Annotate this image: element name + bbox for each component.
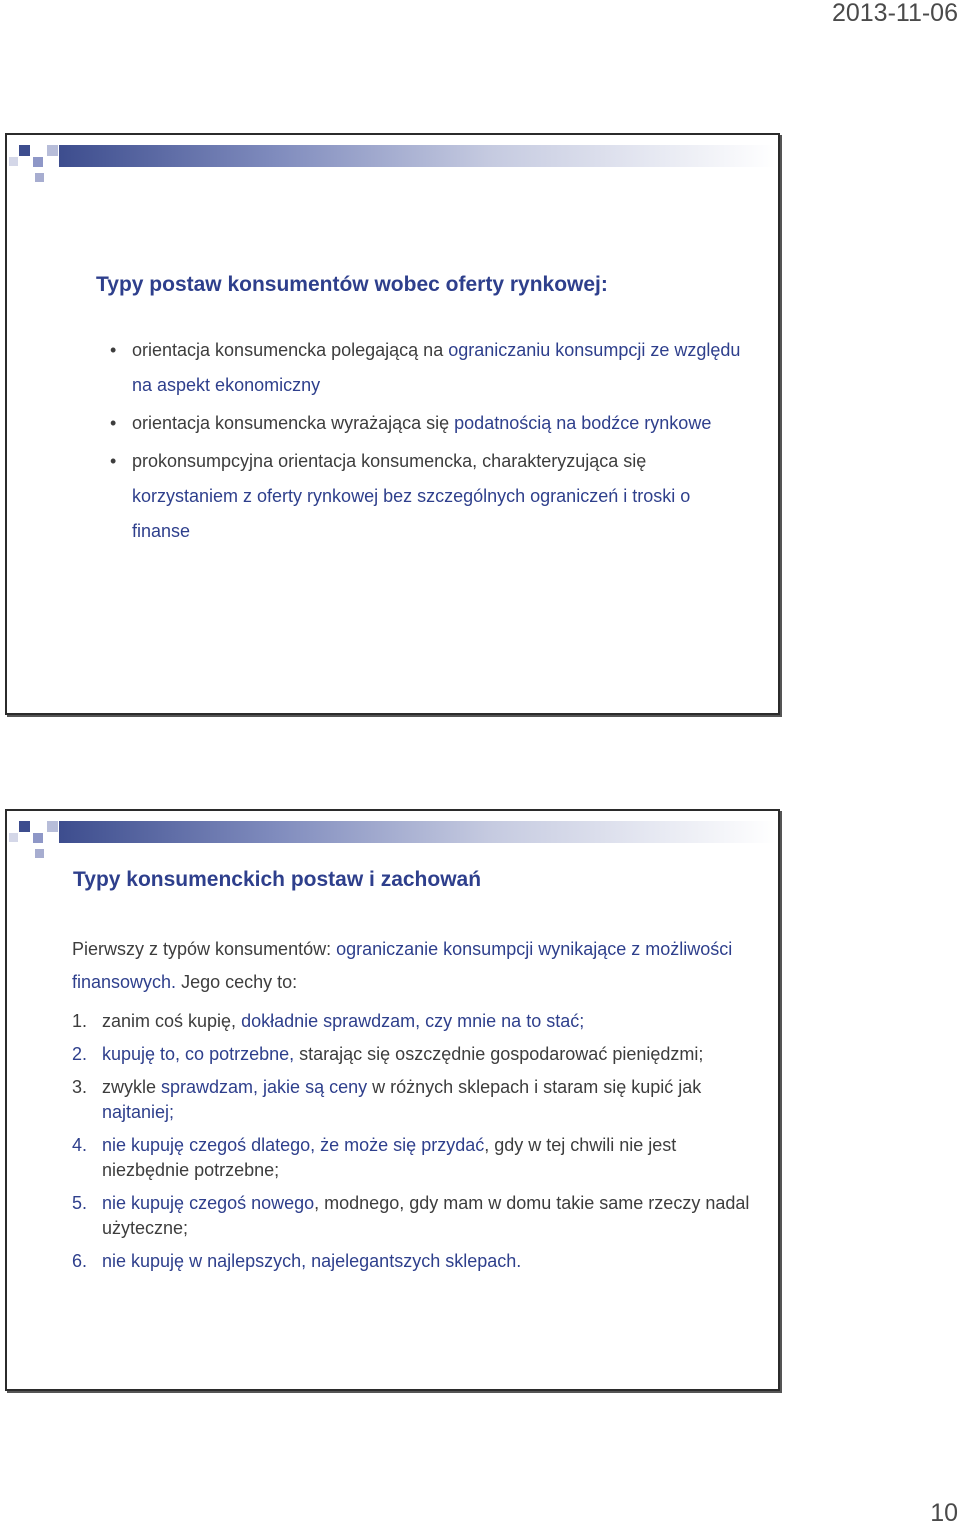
list-item: 5. nie kupuję czegoś nowego, modnego, gdy mam w domu takie same rzeczy nadal użyteczne;: [72, 1193, 750, 1238]
slide-decoration: [7, 811, 778, 859]
bullet-list: [110, 333, 750, 552]
list-item: • prokonsumpcyjna orientacja konsumencka, charakteryzująca się korzystaniem z oferty rynkowej bez szczególnych ograniczeń i troski o finanse: [110, 451, 691, 541]
list-item: 3. zwykle sprawdzam, jakie są ceny w różnych sklepach i staram się kupić jak najtaniej;: [72, 1077, 702, 1122]
page-number: 10: [930, 1499, 958, 1527]
list-item: 1. zanim coś kupię, dokładnie sprawdzam, czy mnie na to stać;: [72, 1011, 585, 1031]
slide-decoration: [7, 135, 778, 183]
slide-title: Typy postaw konsumentów wobec oferty rynkowej:: [96, 273, 608, 296]
intro-text: Pierwszy z typów konsumentów: ograniczanie konsumpcji wynikające z możliwości finansowych. Jego cechy to:: [72, 939, 733, 992]
list-item: • orientacja konsumencka wyrażająca się podatnością na bodźce rynkowe: [110, 413, 712, 433]
slide-1: [5, 133, 780, 715]
list-item: 2. kupuję to, co potrzebne, starając się oszczędnie gospodarować pieniędzmi;: [72, 1044, 704, 1064]
date-header: 2013-11-06: [831, 0, 958, 27]
list-item: 6. nie kupuję w najlepszych, najelegantszych sklepach.: [72, 1251, 522, 1271]
list-item: 4. nie kupuję czegoś dlatego, że może się przydać, gdy w tej chwili nie jest niezbędnie potrzebne;: [72, 1135, 677, 1180]
slide-2: [5, 809, 780, 1391]
numbered-list: [72, 1009, 762, 1282]
list-item: • orientacja konsumencka polegającą na ograniczaniu konsumpcji ze względu na aspekt ekonomiczny: [110, 340, 741, 395]
slide-title: Typy konsumenckich postaw i zachowań: [73, 868, 482, 891]
